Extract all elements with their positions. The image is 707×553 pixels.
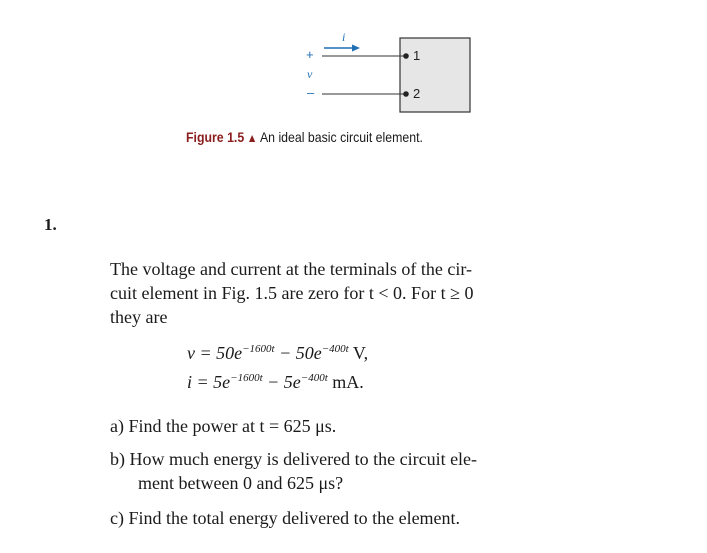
terminal-1-label: 1 (413, 48, 421, 63)
intro-line-2: cuit element in Fig. 1.5 are zero for t < 0. For t ≥ 0 (110, 283, 474, 303)
voltage-eq-exp2: −400t (321, 343, 349, 355)
minus-sign: – (307, 85, 315, 100)
element-box (400, 38, 470, 112)
intro-line-3: they are (110, 307, 168, 327)
current-eq-exp2: −400t (300, 372, 328, 384)
question-b-line-2: ment between 0 and 625 μs? (138, 473, 344, 493)
voltage-equation (187, 343, 368, 364)
intro-line-1: The voltage and current at the terminals of the cir- (110, 259, 472, 279)
plus-sign: + (306, 47, 314, 62)
voltage-eq-lhs: v = 50e (187, 343, 243, 363)
voltage-eq-exp1: −1600t (242, 343, 275, 355)
problem-intro (110, 257, 473, 329)
voltage-eq-mid: − 50e (274, 343, 322, 363)
voltage-label: v (307, 67, 313, 81)
caption-label: Figure 1.5 (186, 129, 245, 145)
current-arrow-head (352, 45, 360, 52)
terminal-1-dot (403, 53, 409, 59)
current-eq-unit: mA. (327, 372, 364, 392)
question-b-line-1: b) How much energy is delivered to the circuit ele- (110, 449, 478, 469)
voltage-eq-unit: V, (348, 343, 369, 363)
problem-number: 1. (44, 215, 57, 234)
current-equation (187, 372, 364, 393)
current-eq-mid: − 5e (262, 372, 301, 392)
figure-caption (186, 129, 423, 145)
current-eq-exp1: −1600t (230, 372, 263, 384)
circuit-element-diagram (280, 28, 480, 118)
triangle-icon: ▲ (246, 131, 258, 145)
question-b (110, 447, 477, 495)
terminal-2-dot (403, 91, 409, 97)
question-a: a) Find the power at t = 625 μs. (110, 416, 337, 436)
current-label: i (342, 30, 346, 44)
caption-text: An ideal basic circuit element. (259, 129, 423, 145)
current-eq-lhs: i = 5e (187, 372, 231, 392)
question-c: c) Find the total energy delivered to the element. (110, 508, 461, 528)
circuit-figure (280, 28, 480, 118)
terminal-2-label: 2 (413, 86, 421, 101)
